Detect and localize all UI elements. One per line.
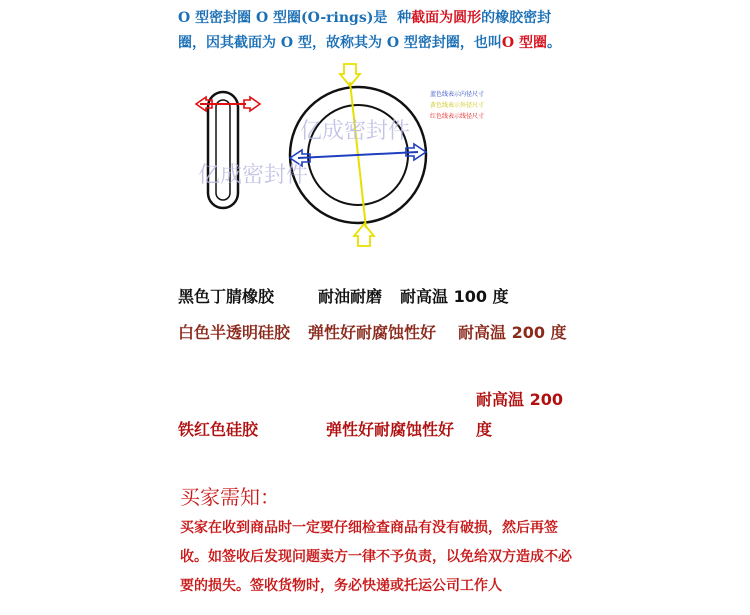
material-property: 弹性好耐腐蚀性好: [326, 420, 455, 439]
intro-text-4: 。: [546, 35, 561, 51]
material-row-nbr: [178, 282, 570, 312]
material-property: 弹性好耐腐蚀性好: [308, 323, 437, 342]
notice-title: 买家需知：: [180, 485, 280, 509]
intro-highlight-shape: 截面为圆形: [411, 10, 482, 26]
legend-item-yellow: 黄色线表示外径尺寸: [430, 102, 485, 109]
o-ring-side-view: [196, 92, 260, 208]
material-property: 耐油耐磨: [318, 287, 383, 306]
material-temperature: 耐高温 200 度: [476, 390, 563, 439]
legend-item-blue: 蓝色线表示内径尺寸: [430, 91, 485, 98]
watermark-2: 亿成密封件: [198, 163, 309, 188]
watermark-1: 亿成密封件: [300, 119, 411, 144]
intro-text-1: O 型密封圈 O 型圈(O-rings)是: [178, 10, 388, 26]
o-ring-diagram: [178, 60, 570, 250]
material-row-white-silicone: [178, 318, 570, 348]
material-name: 白色半透明硅胶: [178, 323, 291, 342]
intro-highlight-name: O 型圈: [501, 35, 547, 51]
intro-paragraph: [178, 6, 570, 56]
material-temperature: 耐高温 200 度: [458, 323, 567, 342]
notice-body: 买家在收到商品时一定要仔细检查商品有没有破损，然后再签收。如签收后发现问题卖方一律不予负责，以免给双方造成不必要的损失。签收货物时，务必快递或托运公司工作人: [180, 520, 572, 594]
material-name: 铁红色硅胶: [178, 420, 259, 439]
cross-section-red-arrows: [196, 97, 260, 111]
intro-text-3: 的橡胶密封圈，因其截面为 O 型，故称其为 O 型密封圈，也叫: [178, 10, 552, 51]
material-row-red-silicone: [178, 385, 570, 445]
diagram-legend: [430, 90, 484, 120]
legend-item-red: 红色线表示线径尺寸: [430, 113, 485, 120]
intro-text-2: 种: [397, 10, 412, 26]
o-ring-front-view: [290, 64, 426, 246]
material-name: 黑色丁腈橡胶: [178, 287, 275, 306]
material-temperature: 耐高温 100 度: [400, 287, 509, 306]
